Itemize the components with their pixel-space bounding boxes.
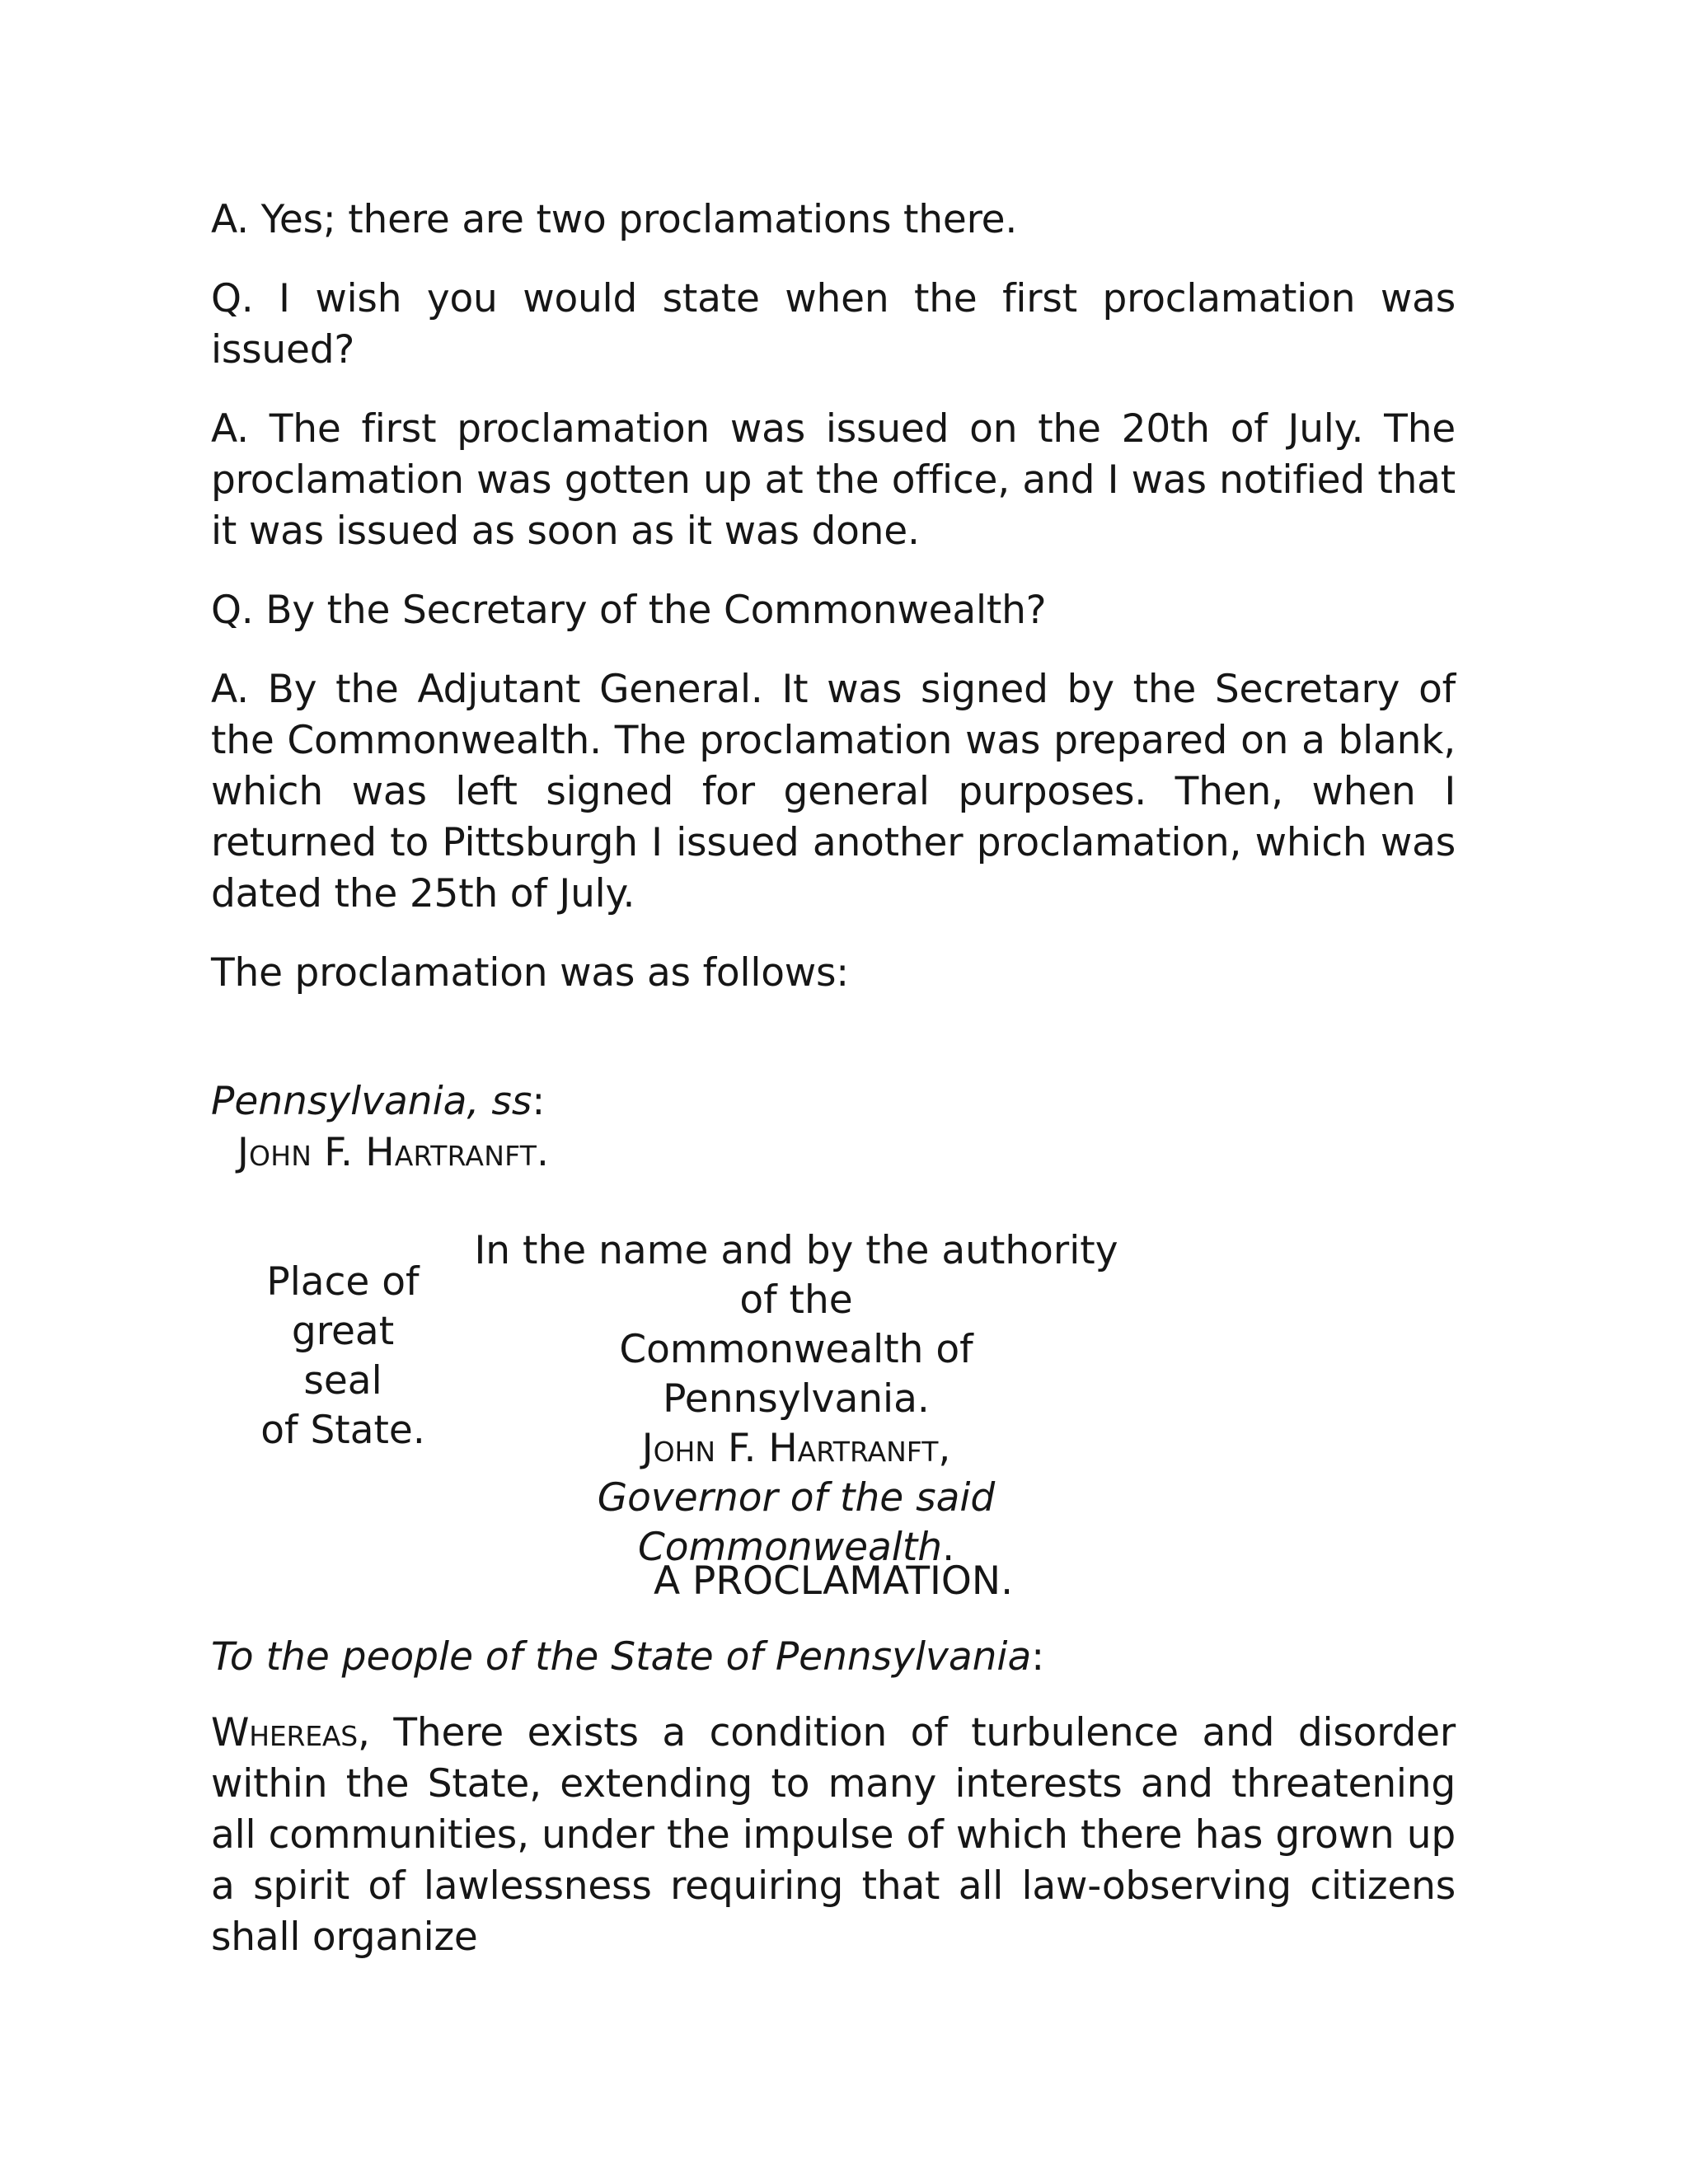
- whereas-paragraph: [211, 1708, 1456, 1963]
- dialogue-answer: A. Yes; there are two proclamations there.: [211, 197, 1018, 242]
- venue-text: Pennsylvania, ss: [211, 1079, 532, 1124]
- seal-and-authority: [211, 1228, 1456, 1570]
- dialogue-question: Q. I wish you would state when the first proclamation was issued?: [211, 276, 1456, 373]
- signer-name: John F. Hartranft.: [237, 1130, 550, 1175]
- intro-line: The proclamation was as follows:: [211, 950, 849, 996]
- seal-placeholder: [211, 1258, 475, 1455]
- governor-name: John F. Hartranft,: [641, 1426, 951, 1471]
- address-punct: :: [1031, 1634, 1045, 1680]
- whereas-text: , There exists a condition of turbulence and disorder within the State, extending to many interests and threatening all communities, under the impulse of which there has grown up a spirit of lawlessness requiring that all law-observing citizens shall organize: [211, 1710, 1456, 1960]
- governor-title: Governor of the said Commonwealth: [597, 1475, 996, 1570]
- address-text: To the people of the State of Pennsylvania: [211, 1634, 1032, 1680]
- authority-line: Pennsylvania.: [663, 1376, 930, 1422]
- governor-title-punct: .: [942, 1525, 955, 1570]
- authority-block: [458, 1226, 1134, 1572]
- address-line: [211, 1632, 1456, 1683]
- whereas-lead: Whereas: [211, 1710, 359, 1755]
- authority-line: In the name and by the authority of the: [474, 1228, 1118, 1323]
- governor-title-line: [458, 1474, 1134, 1572]
- seal-line: seal: [303, 1358, 382, 1404]
- proclamation-title: A PROCLAMATION.: [653, 1558, 1014, 1604]
- spacer: [211, 1027, 1456, 1076]
- seal-line: Place of: [266, 1259, 420, 1305]
- authority-line: Commonwealth of: [619, 1327, 973, 1372]
- venue-punct: :: [532, 1079, 546, 1124]
- dialogue-question: Q. By the Secretary of the Commonwealth?: [211, 588, 1047, 633]
- dialogue-answer: A. By the Adjutant General. It was signed by the Secretary of the Commonwealth. The proclamation was prepared on a blank, which was left signed for general purposes. Then, when I returned to Pittsburgh I issued another proclamation, which was dated the 25th of July.: [211, 667, 1456, 916]
- venue-line: [211, 1076, 1456, 1127]
- document-body: [211, 194, 1456, 1991]
- dialogue-answer: A. The first proclamation was issued on the 20th of July. The proclamation was gotten up at the office, and I was notified that it was issued as soon as it was done.: [211, 406, 1456, 554]
- seal-line: of State.: [260, 1408, 425, 1453]
- seal-line: great: [291, 1309, 395, 1354]
